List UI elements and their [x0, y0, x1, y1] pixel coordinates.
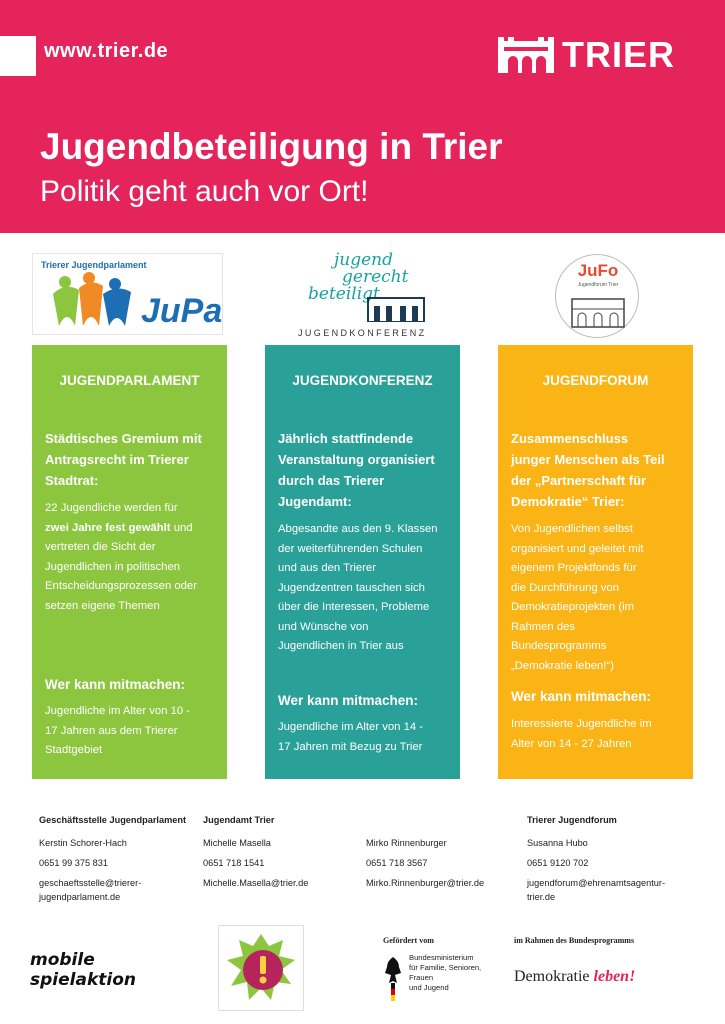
page-subtitle: Politik geht auch vor Ort! [40, 175, 369, 208]
body-line: setzen eigene Themen [45, 599, 160, 612]
mobile-spielaktion-logo [30, 950, 150, 1000]
jupa-name: JuPa [141, 292, 223, 330]
who-heading: Wer kann mitmachen: [278, 693, 419, 708]
body-line: Abgesandte aus den 9. Klassen [278, 523, 438, 535]
jupa-logo [32, 253, 223, 335]
lead-line: durch das Trierer [278, 473, 385, 488]
ministry-line: und Jugend [409, 983, 449, 992]
column-lead [45, 428, 217, 491]
konf-script-line: jugend [334, 250, 393, 270]
body-line: Jugendzentren tauschen sich [278, 581, 425, 594]
federal-eagle-icon [383, 953, 403, 1001]
porta-nigra-icon [498, 37, 554, 73]
lead-line: Antragsrecht im Trierer [45, 452, 189, 467]
contact-jugendparlament [39, 814, 204, 902]
body-line: Entscheidungsprozessen oder [45, 580, 197, 592]
body-line: der weiterführenden Schulen [278, 542, 423, 555]
who-line: Stadtgebiet [45, 744, 103, 756]
column-heading: JUGENDFORUM [542, 373, 649, 388]
body-line: Demokratieprojekten (im [511, 601, 635, 613]
jufo-logo [555, 254, 639, 338]
column-lead [511, 428, 683, 512]
lead-line: Stadtrat: [45, 473, 99, 488]
contact-name: Mirko Rinnenburger [366, 838, 447, 848]
contact-email[interactable]: jugendparlament.de [39, 892, 121, 902]
page-title: Jugendbeteiligung in Trier [40, 126, 503, 167]
lead-line: Demokratie“ Trier: [511, 494, 625, 509]
trier-logo-text: TRIER [562, 34, 675, 75]
jupa-figures-icon [45, 268, 145, 338]
contact-jugendforum [527, 814, 697, 902]
contact-email[interactable]: Mirko.Rinnenburger@trier.de [366, 878, 485, 888]
contact-phone: 0651 9120 702 [527, 858, 589, 868]
header-square-decoration [0, 36, 36, 76]
body-line: Jugendlichen in politischen [45, 560, 181, 573]
who-body [45, 702, 217, 761]
column-heading: JUGENDPARLAMENT [59, 373, 200, 388]
body-line [45, 519, 220, 539]
contact-name: Susanna Hubo [527, 838, 588, 848]
contact-email[interactable]: Michelle.Masella@trier.de [203, 878, 309, 888]
body-line: Bundesprogramms [511, 640, 607, 652]
who-line: Alter von 14 - 27 Jahren [511, 737, 632, 750]
jufo-name: JuFo [577, 261, 619, 280]
porta-nigra-icon [568, 291, 628, 331]
lead-line: junger Menschen als Teil [511, 452, 665, 467]
column-body [278, 520, 453, 657]
leben-word: leben! [593, 968, 636, 985]
column-heading: JUGENDKONFERENZ [292, 373, 433, 388]
who-body [278, 718, 450, 757]
ministry-line: für Familie, Senioren, Frauen [409, 963, 482, 982]
contact-jugendamt-2 [366, 814, 526, 894]
body-line: Jugendlichen in Trier aus [278, 640, 404, 652]
header-banner [0, 0, 725, 233]
demokratie-leben-logo [514, 968, 635, 986]
who-line: Jugendliche im Alter von 10 - [45, 705, 191, 717]
body-line: über die Interessen, Probleme [278, 601, 430, 613]
body-line: die Durchführung von [511, 581, 620, 594]
body-text: und [170, 521, 193, 534]
column-jugendkonferenz [265, 345, 460, 779]
column-jugendparlament [32, 345, 227, 779]
body-line: organisiert und geleitet mit [511, 542, 644, 555]
column-body [45, 499, 220, 616]
who-body [511, 715, 683, 754]
contact-heading: Trierer Jugendforum [527, 815, 617, 825]
who-heading: Wer kann mitmachen: [511, 689, 652, 704]
body-line: 22 Jugendliche werden für [45, 502, 178, 514]
contact-heading: Geschäftsstelle Jugendparlament [39, 815, 187, 825]
contact-name: Kerstin Schorer-Hach [39, 838, 127, 848]
lead-line: Veranstaltung organisiert [278, 452, 435, 467]
contact-phone: 0651 718 3567 [366, 858, 428, 868]
porta-nigra-icon [366, 292, 426, 322]
ministry-name [409, 953, 503, 993]
column-lead [278, 428, 450, 512]
who-line: 17 Jahren mit Bezug zu Trier [278, 740, 423, 753]
demokratie-word: Demokratie [514, 968, 590, 985]
konf-script-line: beteiligt [308, 284, 380, 304]
who-line: Interessierte Jugendliche im [511, 718, 652, 730]
lead-line: Jugendamt: [278, 494, 352, 509]
splash-logo [218, 925, 304, 1011]
lead-line: der „Partnerschaft für [511, 473, 647, 488]
who-line: Jugendliche im Alter von 14 - [278, 721, 424, 733]
contact-jugendamt [203, 814, 363, 894]
contact-heading: Jugendamt Trier [203, 815, 275, 825]
exclamation-splash-icon [219, 926, 303, 1010]
body-line: Rahmen des [511, 620, 576, 633]
ministry-line: Bundesministerium [409, 953, 474, 962]
lead-line: Zusammenschluss [511, 431, 629, 446]
contact-email[interactable]: geschaeftsstelle@trierer- [39, 878, 142, 888]
konf-script-line: gerecht [342, 267, 409, 287]
rahmen-label: im Rahmen des Bundesprogramms [514, 936, 635, 945]
column-jugendforum [498, 345, 693, 779]
contact-email[interactable]: jugendforum@ehrenamtsagentur- [527, 878, 666, 888]
foerder-label: Gefördert vom [383, 936, 434, 945]
trier-logo [498, 36, 675, 74]
bmfsfj-logo [383, 953, 503, 1013]
who-heading: Wer kann mitmachen: [45, 677, 186, 692]
body-line: Von Jugendlichen selbst [511, 523, 633, 535]
column-body [511, 520, 686, 676]
mobile-line: spielaktion [30, 970, 136, 990]
contact-phone: 0651 99 375 831 [39, 858, 108, 868]
lead-line: Jährlich stattfindende [278, 431, 414, 446]
body-line: vertreten die Sicht der [45, 541, 156, 553]
who-line: 17 Jahren aus dem Trierer [45, 724, 178, 737]
mobile-line: mobile [30, 950, 95, 970]
body-line: und Wünsche von [278, 620, 369, 633]
konf-label: JUGENDKONFERENZ [298, 328, 427, 338]
body-line: und aus den Trierer [278, 562, 376, 574]
body-line: eigenem Projektfonds für [511, 562, 637, 574]
contact-phone: 0651 718 1541 [203, 858, 265, 868]
jugendkonferenz-logo [290, 252, 440, 340]
contact-name: Michelle Masella [203, 838, 271, 848]
body-line: „Demokratie leben!“) [511, 659, 614, 672]
jufo-sub: Jugendforum Trier [577, 282, 619, 288]
lead-line: Städtisches Gremium mit [45, 431, 202, 446]
contact-email[interactable]: trier.de [527, 892, 556, 902]
jupa-arc-text: Trierer Jugendparlament [41, 260, 147, 270]
website-url[interactable]: www.trier.de [44, 40, 169, 62]
body-bold: zwei Jahre fest gewählt [45, 521, 171, 534]
